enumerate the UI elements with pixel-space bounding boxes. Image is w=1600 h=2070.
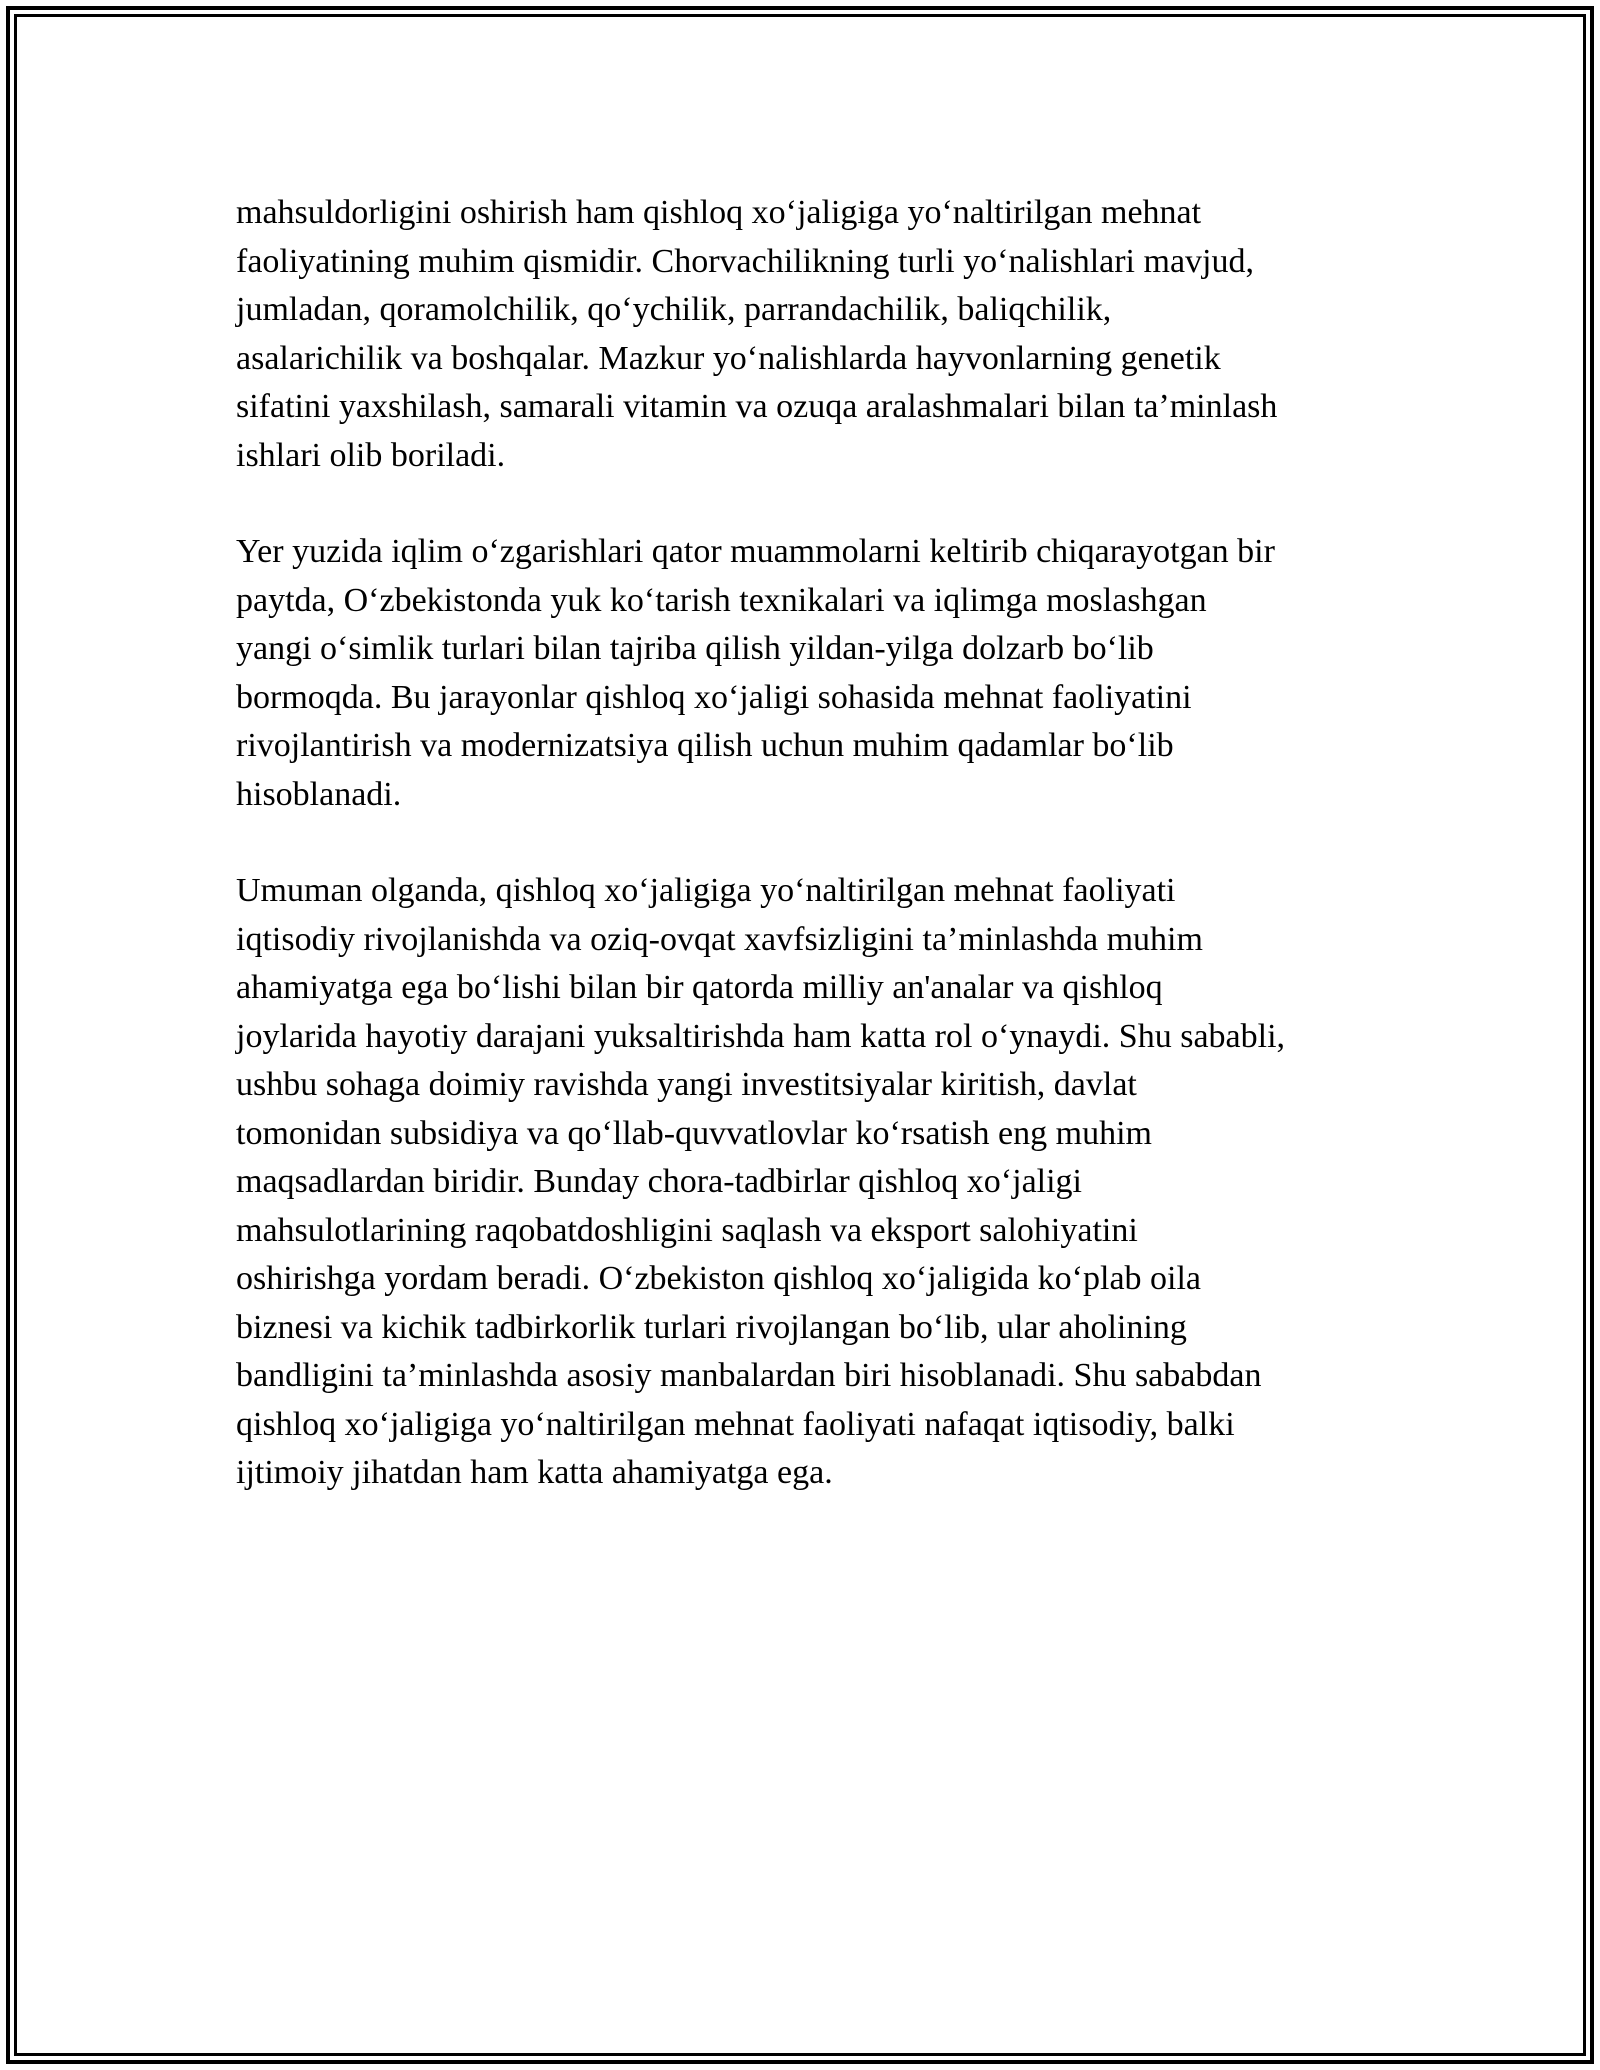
paragraph-2: Yer yuzida iqlim o‘zgarishlari qator muammolarni keltirib chiqarayotgan bir paytda, O‘zbekistonda yuk ko‘tarish texnikalari va iqlimga moslashgan yangi o‘simlik turlari bilan tajriba qilish yildan-yilga dolzarb bo‘lib bormoqda. Bu jarayonlar qishloq xo‘jaligi sohasida mehnat faoliyatini rivojlantirish va modernizatsiya qilish uchun muhim qadamlar bo‘lib hisoblanadi. xyxy=(236,533,1275,813)
paragraph-1: mahsuldorligini oshirish ham qishloq xo‘jaligiga yo‘naltirilgan mehnat faoliyatining muhim qismidir. Chorvachilikning turli yo‘nalishlari mavjud, jumladan, qoramolchilik, qo‘ychilik, parrandachilik, baliqchilik, asalarichilik va boshqalar. Mazkur yo‘nalishlarda hayvonlarning genetik sifatini yaxshilash, samarali vitamin va ozuqa aralashmalari bilan ta’minlash ishlari olib boriladi. xyxy=(236,194,1278,474)
document-body xyxy=(236,189,1386,1546)
paragraph-3: Umuman olganda, qishloq xo‘jaligiga yo‘naltirilgan mehnat faoliyati iqtisodiy rivojlanishda va oziq-ovqat xavfsizligini ta’minlashda muhim ahamiyatga ega bo‘lishi bilan bir qatorda milliy an'analar va qishloq joylarida hayotiy darajani yuksaltirishda ham katta rol o‘ynaydi. Shu sababli, ushbu sohaga doimiy ravishda yangi investitsiyalar kiritish, davlat tomonidan subsidiya va qo‘llab-quvvatlovlar ko‘rsatish eng muhim maqsadlardan biridir. Bunday chora-tadbirlar qishloq xo‘jaligi mahsulotlarining raqobatdoshligini saqlash va eksport salohiyatini oshirishga yordam beradi. O‘zbekiston qishloq xo‘jaligida ko‘plab oila biznesi va kichik tadbirkorlik turlari rivojlangan bo‘lib, ular aholining bandligini ta’minlashda asosiy manbalardan biri hisoblanadi. Shu sababdan qishloq xo‘jaligiga yo‘naltirilgan mehnat faoliyati nafaqat iqtisodiy, balki ijtimoiy jihatdan ham katta ahamiyatga ega. xyxy=(236,872,1286,1491)
